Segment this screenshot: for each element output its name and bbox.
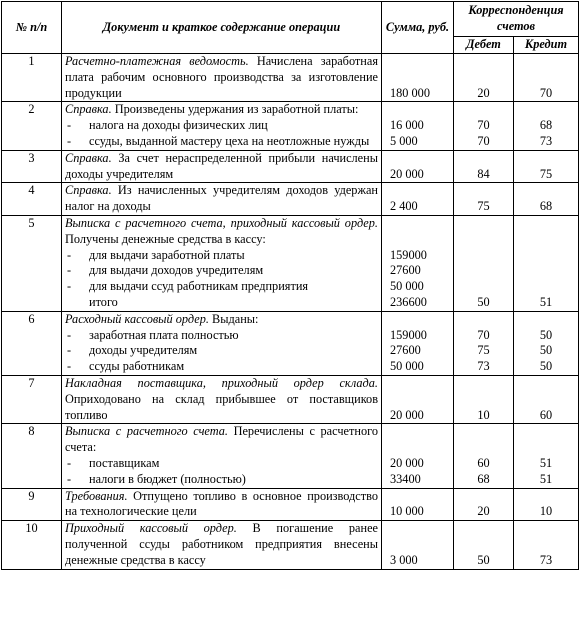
- header-sum: Сумма, руб.: [382, 2, 454, 54]
- row-description: [62, 521, 382, 569]
- sub-item-debit: [457, 263, 510, 279]
- debit-value: 10: [477, 407, 490, 422]
- dash-marker: -: [67, 359, 72, 374]
- sub-item-text: доходы учредителям: [89, 343, 198, 358]
- sub-item-sum: 159000: [390, 327, 427, 342]
- operation-summary: Выданы:: [208, 311, 259, 326]
- sub-item: [65, 248, 378, 264]
- dash-marker: -: [67, 471, 72, 486]
- operation-text: [65, 102, 378, 118]
- operation-text: [65, 183, 378, 215]
- operations-table: [1, 1, 579, 570]
- document-name: Расчетно-платежная ведомость.: [65, 54, 249, 68]
- sub-item-sum: 50 000: [390, 279, 424, 294]
- document-name: Справка.: [65, 102, 112, 117]
- sub-item: [65, 134, 378, 150]
- row-description: [62, 54, 382, 102]
- row-number: 9: [2, 488, 62, 521]
- operation-summary: Отпущено топливо в основное производство на технологические цели: [65, 488, 378, 519]
- operation-text: [65, 424, 378, 456]
- row-debit: [454, 424, 514, 488]
- operation-text: [65, 376, 378, 423]
- credit-value: 68: [539, 199, 553, 214]
- operation-text: [65, 216, 378, 248]
- row-debit: [454, 488, 514, 521]
- operations-body: [2, 54, 579, 570]
- row-credit: [514, 521, 579, 569]
- sub-item: [65, 456, 378, 472]
- row-description: [62, 150, 382, 183]
- row-description: [62, 488, 382, 521]
- sub-item-credit: [517, 263, 575, 279]
- sub-item-credit: 51: [539, 455, 553, 470]
- row-debit: [454, 183, 514, 216]
- row-debit: [454, 215, 514, 311]
- row-credit: [514, 215, 579, 311]
- sub-item-sum: 5 000: [390, 133, 418, 148]
- sub-item-sum: 50 000: [390, 359, 424, 374]
- debit-value: 20: [477, 85, 490, 100]
- row-number: 1: [2, 54, 62, 102]
- total-debit: 50: [477, 294, 490, 309]
- row-sum: [382, 183, 454, 216]
- credit-value: 70: [539, 85, 553, 100]
- sub-item-credit: [517, 248, 575, 264]
- row-debit: [454, 375, 514, 423]
- document-name: Расходный кассовый ордер.: [65, 311, 209, 326]
- row-credit: [514, 488, 579, 521]
- sub-item-text: для выдачи ссуд работникам предприятия: [89, 279, 309, 294]
- document-name: Требования.: [65, 488, 128, 503]
- sub-item-credit: 68: [539, 118, 553, 133]
- credit-value: 73: [539, 552, 553, 567]
- operation-summary: Начислена заработная плата рабочим основного производства за изготовление продукции: [65, 54, 378, 100]
- sub-item: [65, 359, 378, 375]
- row-number: 8: [2, 424, 62, 488]
- operation-summary: Перечислены с расчетного счета:: [65, 424, 378, 455]
- sub-item-text: налоги в бюджет (полностью): [89, 471, 246, 486]
- document-name: Приходный кассовый ордер.: [65, 521, 237, 536]
- row-debit: [454, 54, 514, 102]
- sub-item-sum: 159000: [390, 247, 427, 262]
- document-name: Выписка с расчетного счета, приходный кассовый ордер.: [65, 215, 378, 230]
- sub-item-text: для выдачи заработной платы: [89, 247, 245, 262]
- row-credit: [514, 424, 579, 488]
- operation-text: [65, 151, 378, 183]
- total-credit: 51: [539, 294, 553, 309]
- debit-value: 50: [477, 552, 490, 567]
- row-credit: [514, 102, 579, 150]
- dash-marker: -: [67, 279, 72, 294]
- sub-item: [65, 343, 378, 359]
- sub-item-debit: 70: [477, 133, 490, 148]
- operation-summary: Оприходовано на склад прибывшее от поставщиков топливо: [65, 391, 378, 422]
- row-number: 6: [2, 311, 62, 375]
- row-description: [62, 375, 382, 423]
- dash-marker: -: [67, 343, 72, 358]
- sum-value: 2 400: [390, 199, 418, 214]
- row-description: [62, 215, 382, 311]
- header-correspondence: Корреспонденция счетов: [454, 2, 579, 37]
- sub-item-text: ссуды работникам: [89, 359, 185, 374]
- header-document: Документ и краткое содержание операции: [62, 2, 382, 54]
- operation-summary: Из начисленных учредителям доходов удержан налог на доходы: [65, 183, 378, 214]
- sub-item-credit: 51: [539, 471, 553, 486]
- sub-item-debit: [457, 279, 510, 295]
- dash-marker: -: [67, 327, 72, 342]
- table-row: [2, 183, 579, 216]
- operation-summary: Произведены удержания из заработной платы:: [111, 102, 359, 117]
- debit-value: 75: [477, 199, 490, 214]
- row-debit: [454, 102, 514, 150]
- table-row: [2, 424, 579, 488]
- sub-item-debit: 70: [477, 327, 490, 342]
- sub-item: [65, 472, 378, 488]
- total-sum: 236600: [390, 294, 427, 309]
- row-sum: [382, 150, 454, 183]
- sum-value: 20 000: [390, 407, 424, 422]
- sub-item-debit: 73: [477, 359, 490, 374]
- row-number: 3: [2, 150, 62, 183]
- sub-item-sum: 33400: [390, 471, 421, 486]
- header-debit: Дебет: [454, 37, 514, 54]
- header-row: [2, 2, 579, 37]
- document-name: Справка.: [65, 183, 112, 198]
- sub-item-credit: 50: [539, 327, 553, 342]
- operation-text: [65, 54, 378, 101]
- credit-value: 60: [539, 407, 553, 422]
- document-name: Справка.: [65, 150, 112, 165]
- row-credit: [514, 183, 579, 216]
- sub-item-text: для выдачи доходов учредителям: [89, 263, 264, 278]
- row-description: [62, 311, 382, 375]
- dash-marker: -: [67, 263, 72, 278]
- table-row: [2, 311, 579, 375]
- row-number: 4: [2, 183, 62, 216]
- row-number: 5: [2, 215, 62, 311]
- sub-item: [65, 279, 378, 295]
- dash-marker: -: [67, 118, 72, 133]
- sub-item-credit: 50: [539, 343, 553, 358]
- row-credit: [514, 375, 579, 423]
- table-row: [2, 375, 579, 423]
- row-debit: [454, 521, 514, 569]
- sub-item-sum: 20 000: [390, 455, 424, 470]
- operation-text: [65, 489, 378, 521]
- debit-value: 84: [477, 166, 490, 181]
- sub-item: [65, 118, 378, 134]
- sub-item: [65, 263, 378, 279]
- dash-marker: -: [67, 455, 72, 470]
- sub-item-text: налога на доходы физических лиц: [89, 118, 268, 133]
- credit-value: 75: [539, 166, 553, 181]
- row-credit: [514, 54, 579, 102]
- sum-value: 180 000: [390, 85, 430, 100]
- sum-value: 20 000: [390, 166, 424, 181]
- sub-item-debit: [457, 248, 510, 264]
- row-sum: [382, 311, 454, 375]
- row-credit: [514, 150, 579, 183]
- row-sum: [382, 375, 454, 423]
- sub-item-sum: 27600: [390, 263, 421, 278]
- sub-item-credit: 50: [539, 359, 553, 374]
- sub-item-debit: 60: [477, 455, 490, 470]
- sub-item-credit: [517, 279, 575, 295]
- row-sum: [382, 521, 454, 569]
- row-debit: [454, 150, 514, 183]
- sub-item-debit: 70: [477, 118, 490, 133]
- sub-item: [65, 328, 378, 344]
- table-row: [2, 102, 579, 150]
- dash-marker: -: [67, 247, 72, 262]
- document-name: Выписка с расчетного счета.: [65, 424, 228, 439]
- row-sum: [382, 215, 454, 311]
- sub-item-credit: 73: [539, 133, 553, 148]
- sub-item-text: заработная плата полностью: [89, 327, 239, 342]
- row-description: [62, 102, 382, 150]
- operation-summary: За счет нераспределенной прибыли начислены доходы учредителям: [65, 150, 378, 181]
- debit-value: 20: [477, 504, 490, 519]
- operation-text: [65, 312, 378, 328]
- table-row: [2, 54, 579, 102]
- row-sum: [382, 54, 454, 102]
- row-sum: [382, 488, 454, 521]
- sub-item-debit: 75: [477, 343, 490, 358]
- sub-item-sum: 16 000: [390, 118, 424, 133]
- row-number: 2: [2, 102, 62, 150]
- sub-item-text: поставщикам: [89, 455, 160, 470]
- table-row: [2, 488, 579, 521]
- header-credit: Кредит: [514, 37, 579, 54]
- sub-item-debit: 68: [477, 471, 490, 486]
- sub-item-text: ссуды, выданной мастеру цеха на неотложные нужды: [89, 133, 370, 148]
- row-debit: [454, 311, 514, 375]
- table-row: [2, 521, 579, 569]
- operation-summary: В погашение ранее полученной ссуды работником предприятия внесены денежные средства в кассу: [65, 521, 378, 567]
- total-label: итого: [89, 294, 118, 309]
- document-name: Накладная поставщика, приходный ордер склада.: [65, 375, 378, 390]
- row-description: [62, 424, 382, 488]
- sum-value: 3 000: [390, 552, 418, 567]
- credit-value: 10: [539, 504, 553, 519]
- operation-text: [65, 521, 378, 568]
- row-number: 7: [2, 375, 62, 423]
- header-num: № п/п: [2, 2, 62, 54]
- row-sum: [382, 102, 454, 150]
- sub-item-sum: 27600: [390, 343, 421, 358]
- table-row: [2, 150, 579, 183]
- row-number: 10: [2, 521, 62, 569]
- dash-marker: -: [67, 133, 72, 148]
- sum-value: 10 000: [390, 504, 424, 519]
- row-sum: [382, 424, 454, 488]
- operation-summary: Получены денежные средства в кассу:: [65, 231, 266, 246]
- row-credit: [514, 311, 579, 375]
- row-description: [62, 183, 382, 216]
- table-row: [2, 215, 579, 311]
